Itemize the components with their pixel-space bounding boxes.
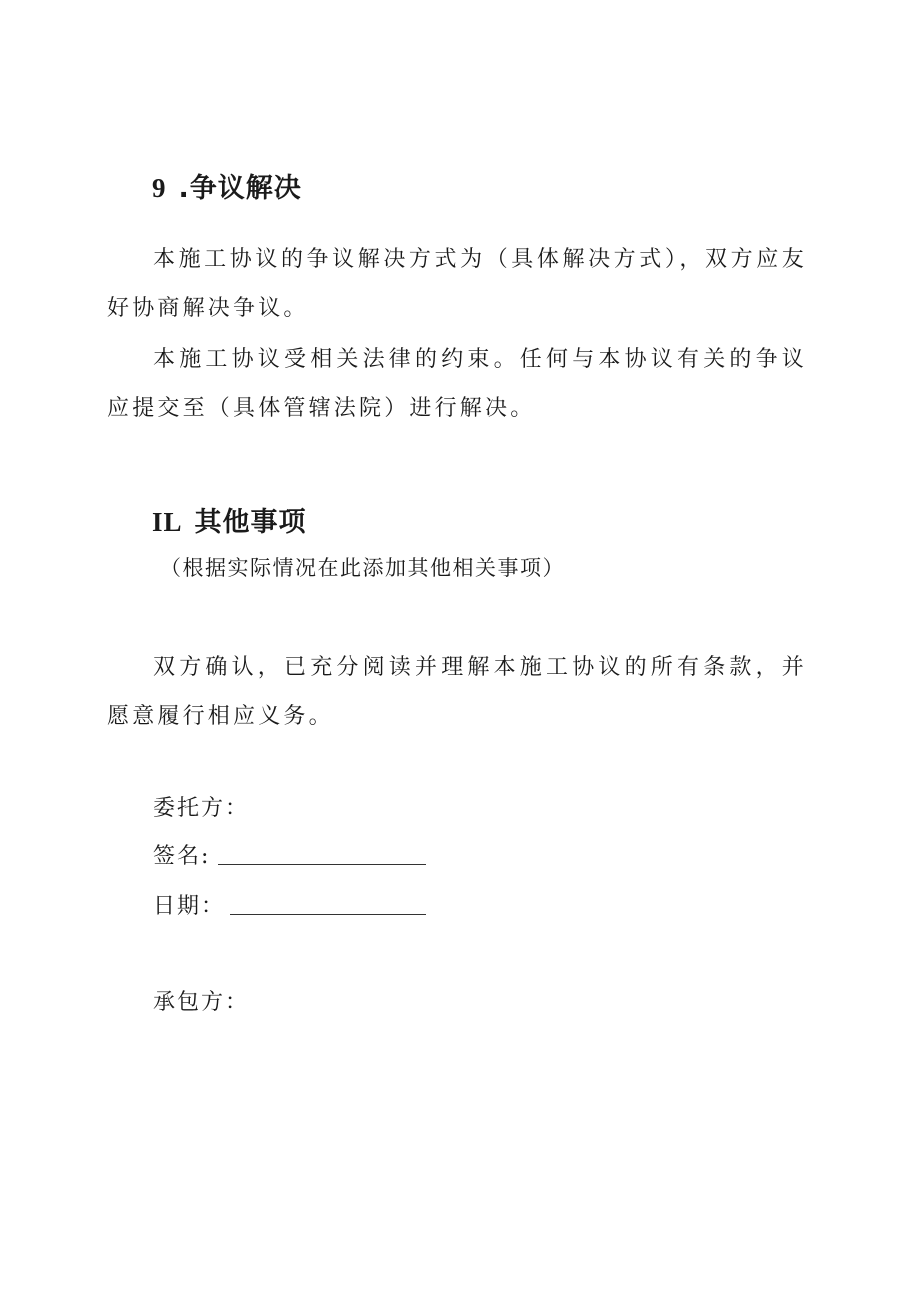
- section-9-paragraph-2: 本施工协议受相关法律的约束。任何与本协议有关的争议应提交至（具体管辖法院）进行解决。: [107, 347, 807, 421]
- party-a-label: 委托方：: [153, 796, 250, 821]
- date-label: 日期：: [153, 894, 226, 919]
- section-11-heading: [152, 500, 307, 539]
- date-line[interactable]: [230, 914, 426, 915]
- signature-label: 签名:: [153, 844, 211, 869]
- section-9-heading: [152, 166, 302, 205]
- section-9-number: 9: [152, 173, 167, 203]
- section-11-number: IL: [152, 507, 183, 537]
- section-9-paragraph-1: 本施工协议的争议解决方式为（具体解决方式），双方应友好协商解决争议。: [107, 247, 807, 321]
- signature-line[interactable]: [218, 864, 426, 865]
- section-11-title: 其他事项: [194, 507, 307, 538]
- party-b-label: 承包方：: [153, 990, 250, 1015]
- section-11-note: （根据实际情况在此添加其他相关事项）: [160, 556, 565, 580]
- section-9-title: .争议解决: [178, 173, 302, 204]
- confirmation-paragraph: 双方确认，已充分阅读并理解本施工协议的所有条款，并愿意履行相应义务。: [107, 655, 807, 729]
